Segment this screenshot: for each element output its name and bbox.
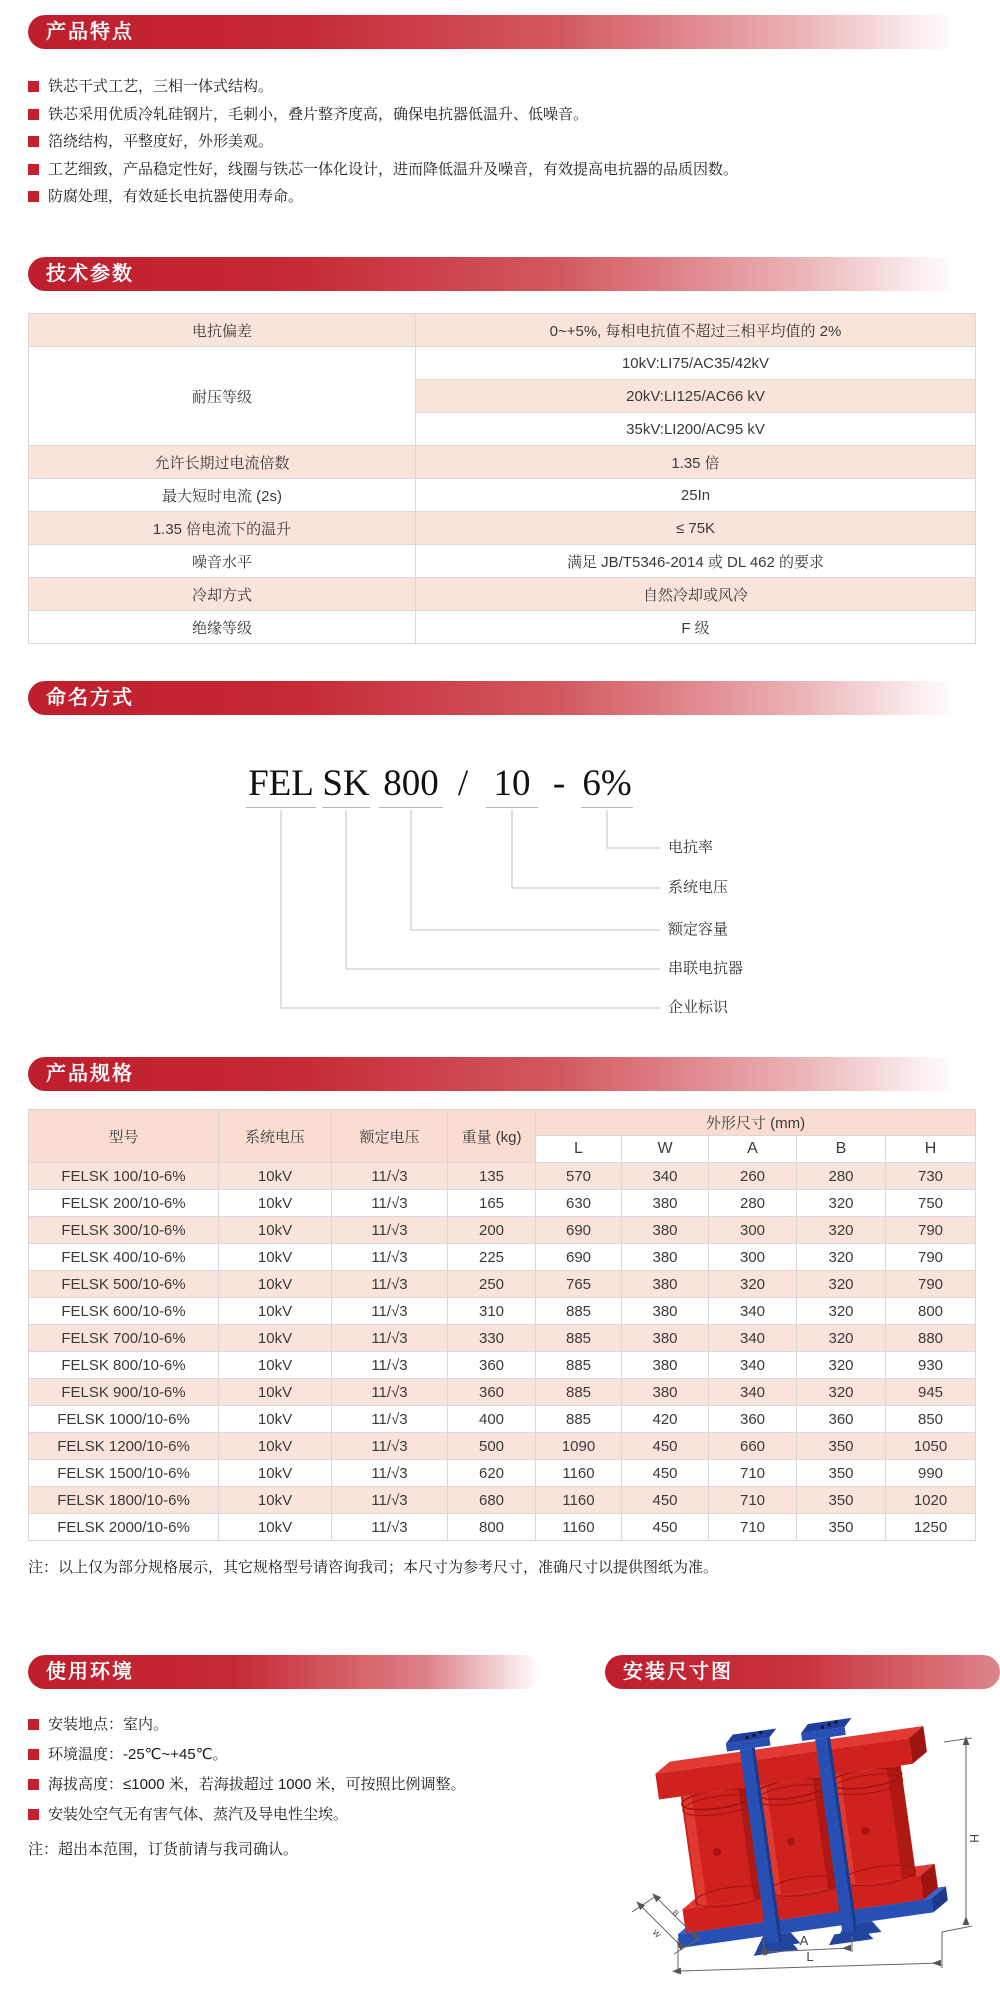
dim-label-a: A	[799, 1933, 809, 1948]
feature-text: 铁芯干式工艺，三相一体式结构。	[48, 78, 274, 95]
table-cell: 350	[797, 1514, 886, 1541]
code-part-system: 10	[486, 763, 538, 808]
table-cell: 360	[709, 1406, 797, 1433]
code-separator: /	[457, 763, 469, 804]
table-cell: 360	[797, 1406, 886, 1433]
section-title: 安装尺寸图	[623, 1661, 733, 1683]
naming-label-brand: 企业标识	[668, 999, 729, 1016]
table-cell: 800	[886, 1298, 976, 1325]
section-header-spec	[28, 1057, 995, 1091]
table-cell: FELSK 1500/10-6%	[29, 1460, 219, 1487]
table-cell: 380	[622, 1271, 709, 1298]
table-cell: FELSK 900/10-6%	[29, 1379, 219, 1406]
table-cell: 380	[622, 1379, 709, 1406]
table-cell: 450	[622, 1433, 709, 1460]
table-row	[29, 1298, 976, 1325]
section-header-installation	[605, 1655, 1000, 1689]
table-row	[29, 1433, 976, 1460]
table-cell: 790	[886, 1244, 976, 1271]
feature-text: 工艺细致，产品稳定性好，线圈与铁芯一体化设计，进而降低温升及噪音，有效提高电抗器的品质因数。	[48, 160, 739, 178]
table-row	[29, 1514, 976, 1541]
col-header-model: 型号	[29, 1110, 219, 1163]
table-cell: 200	[448, 1217, 536, 1244]
table-cell: 11/√3	[332, 1487, 448, 1514]
table-cell: 320	[709, 1271, 797, 1298]
table-cell: FELSK 700/10-6%	[29, 1325, 219, 1352]
table-cell: 11/√3	[332, 1514, 448, 1541]
table-cell: 360	[448, 1379, 536, 1406]
dim-label-w: W	[650, 1928, 663, 1940]
bullet-square-icon	[28, 1749, 39, 1760]
list-item	[28, 1776, 598, 1793]
table-cell: FELSK 600/10-6%	[29, 1298, 219, 1325]
table-cell: 10kV	[219, 1379, 332, 1406]
table-cell: 1160	[536, 1460, 622, 1487]
table-cell: 320	[797, 1244, 886, 1271]
col-header-B: B	[797, 1136, 886, 1163]
naming-label-series: 串联电抗器	[668, 960, 744, 977]
col-header-weight: 重量 (kg)	[448, 1110, 536, 1163]
table-cell: 790	[886, 1271, 976, 1298]
table-cell: 1250	[886, 1514, 976, 1541]
table-cell: 450	[622, 1460, 709, 1487]
table-cell: 710	[709, 1514, 797, 1541]
bullet-square-icon	[28, 164, 39, 175]
table-row	[29, 1217, 976, 1244]
table-cell: 340	[709, 1379, 797, 1406]
table-cell: 340	[622, 1163, 709, 1190]
table-cell: 690	[536, 1244, 622, 1271]
param-label: 噪音水平	[29, 545, 416, 578]
code-part-brand: FEL	[246, 763, 316, 808]
environment-text: 海拔高度：≤1000 米，若海拔超过 1000 米，可按照比例调整。	[48, 1776, 466, 1793]
table-cell: 11/√3	[332, 1433, 448, 1460]
table-cell: 225	[448, 1244, 536, 1271]
table-cell: 500	[448, 1433, 536, 1460]
spec-note: 注：以上仅为部分规格展示，其它规格型号请咨询我司；本尺寸为参考尺寸，准确尺寸以提供图纸为准。	[28, 1559, 719, 1576]
table-cell: 10kV	[219, 1460, 332, 1487]
list-item	[28, 106, 988, 123]
table-cell: 885	[536, 1352, 622, 1379]
param-label: 1.35 倍电流下的温升	[29, 512, 416, 545]
param-value: 25In	[416, 479, 976, 512]
table-cell: 570	[536, 1163, 622, 1190]
table-cell: 945	[886, 1379, 976, 1406]
param-value: 1.35 倍	[416, 446, 976, 479]
table-cell: 350	[797, 1433, 886, 1460]
table-cell: FELSK 1000/10-6%	[29, 1406, 219, 1433]
naming-label-system: 系统电压	[668, 879, 729, 896]
installation-diagram	[612, 1700, 992, 1988]
table-cell: 660	[709, 1433, 797, 1460]
table-cell: 450	[622, 1514, 709, 1541]
bullet-square-icon	[28, 191, 39, 202]
table-cell: FELSK 200/10-6%	[29, 1190, 219, 1217]
table-cell: 10kV	[219, 1487, 332, 1514]
table-cell: 885	[536, 1325, 622, 1352]
list-item	[28, 1716, 598, 1733]
col-header-L: L	[536, 1136, 622, 1163]
table-row	[29, 578, 976, 611]
param-value: 35kV:LI200/AC95 kV	[416, 413, 976, 446]
section-header-environment	[28, 1655, 540, 1689]
table-cell: 320	[797, 1190, 886, 1217]
feature-text: 铁芯采用优质冷轧硅钢片，毛刺小，叠片整齐度高，确保电抗器低温升、低噪音。	[48, 105, 589, 123]
list-item	[28, 161, 988, 178]
table-cell: 250	[448, 1271, 536, 1298]
table-cell: 11/√3	[332, 1379, 448, 1406]
table-cell: 165	[448, 1190, 536, 1217]
table-cell: 930	[886, 1352, 976, 1379]
table-cell: 11/√3	[332, 1163, 448, 1190]
bullet-square-icon	[28, 136, 39, 147]
table-cell: 330	[448, 1325, 536, 1352]
table-cell: 11/√3	[332, 1325, 448, 1352]
param-label: 电抗偏差	[29, 314, 416, 347]
table-cell: 300	[709, 1244, 797, 1271]
table-cell: 10kV	[219, 1217, 332, 1244]
table-cell: 11/√3	[332, 1460, 448, 1487]
table-cell: 10kV	[219, 1190, 332, 1217]
param-value: 0~+5%, 每相电抗值不超过三相平均值的 2%	[416, 314, 976, 347]
table-cell: 350	[797, 1460, 886, 1487]
param-value: 20kV:LI125/AC66 kV	[416, 380, 976, 413]
table-cell: 260	[709, 1163, 797, 1190]
table-row	[29, 479, 976, 512]
table-cell: 450	[622, 1487, 709, 1514]
table-cell: 1160	[536, 1514, 622, 1541]
col-header-A: A	[709, 1136, 797, 1163]
param-value: 自然冷却或风冷	[416, 578, 976, 611]
table-cell: 380	[622, 1325, 709, 1352]
naming-label-capacity: 额定容量	[668, 921, 729, 938]
section-title: 产品特点	[46, 21, 134, 43]
environment-text: 安装地点：室内。	[48, 1716, 169, 1733]
section-title: 使用环境	[46, 1661, 134, 1683]
table-cell: 380	[622, 1352, 709, 1379]
table-cell: 680	[448, 1487, 536, 1514]
table-row	[29, 446, 976, 479]
table-row	[29, 314, 976, 347]
table-cell: 880	[886, 1325, 976, 1352]
table-row	[29, 611, 976, 644]
table-cell: 380	[622, 1244, 709, 1271]
list-item	[28, 1746, 598, 1763]
code-part-capacity: 800	[379, 763, 443, 808]
col-header-rated: 额定电压	[332, 1110, 448, 1163]
list-item	[28, 133, 988, 150]
section-header-tech	[28, 257, 995, 291]
section-header-naming	[28, 681, 995, 715]
param-value: 满足 JB/T5346-2014 或 DL 462 的要求	[416, 545, 976, 578]
table-cell: 1090	[536, 1433, 622, 1460]
table-cell: 885	[536, 1379, 622, 1406]
col-header-dimensions: 外形尺寸 (mm)	[536, 1110, 976, 1136]
param-value: ≤ 75K	[416, 512, 976, 545]
table-row	[29, 1487, 976, 1514]
param-value: F 级	[416, 611, 976, 644]
table-cell: 630	[536, 1190, 622, 1217]
table-cell: 990	[886, 1460, 976, 1487]
table-cell: 885	[536, 1406, 622, 1433]
param-label: 耐压等级	[29, 347, 416, 446]
table-row	[29, 1163, 976, 1190]
table-cell: 11/√3	[332, 1190, 448, 1217]
table-row	[29, 347, 976, 380]
list-item	[28, 1806, 598, 1823]
table-cell: 400	[448, 1406, 536, 1433]
table-cell: 10kV	[219, 1406, 332, 1433]
table-cell: 10kV	[219, 1298, 332, 1325]
section-header-features	[28, 15, 995, 49]
table-cell: 300	[709, 1217, 797, 1244]
col-header-H: H	[886, 1136, 976, 1163]
features-list	[28, 78, 988, 216]
table-cell: 11/√3	[332, 1406, 448, 1433]
table-row	[29, 1352, 976, 1379]
table-cell: 885	[536, 1298, 622, 1325]
environment-list	[28, 1716, 598, 1836]
table-cell: 320	[797, 1217, 886, 1244]
table-cell: 10kV	[219, 1352, 332, 1379]
param-value: 10kV:LI75/AC35/42kV	[416, 347, 976, 380]
table-cell: 340	[709, 1352, 797, 1379]
table-cell: 310	[448, 1298, 536, 1325]
table-cell: 690	[536, 1217, 622, 1244]
table-row	[29, 545, 976, 578]
table-cell: 11/√3	[332, 1244, 448, 1271]
table-cell: 135	[448, 1163, 536, 1190]
table-cell: 10kV	[219, 1514, 332, 1541]
param-label: 允许长期过电流倍数	[29, 446, 416, 479]
table-row	[29, 1244, 976, 1271]
table-row	[29, 1271, 976, 1298]
table-cell: 320	[797, 1298, 886, 1325]
table-cell: 340	[709, 1298, 797, 1325]
table-row	[29, 1460, 976, 1487]
list-item	[28, 78, 988, 95]
table-cell: 360	[448, 1352, 536, 1379]
table-row	[29, 1379, 976, 1406]
table-cell: FELSK 100/10-6%	[29, 1163, 219, 1190]
spec-table	[28, 1109, 976, 1541]
dim-label-b: B	[670, 1908, 681, 1919]
table-cell: 320	[797, 1325, 886, 1352]
table-cell: 420	[622, 1406, 709, 1433]
table-cell: 11/√3	[332, 1352, 448, 1379]
table-row	[29, 1325, 976, 1352]
table-cell: 280	[797, 1163, 886, 1190]
table-cell: 380	[622, 1190, 709, 1217]
table-cell: FELSK 800/10-6%	[29, 1352, 219, 1379]
naming-connector-lines	[0, 808, 1000, 1018]
col-header-system: 系统电压	[219, 1110, 332, 1163]
table-cell: 790	[886, 1217, 976, 1244]
table-cell: FELSK 300/10-6%	[29, 1217, 219, 1244]
param-label: 冷却方式	[29, 578, 416, 611]
table-cell: 380	[622, 1298, 709, 1325]
table-cell: 10kV	[219, 1433, 332, 1460]
environment-text: 安装处空气无有害气体、蒸汽及导电性尘埃。	[48, 1806, 349, 1823]
dim-label-h: H	[967, 1834, 981, 1843]
table-cell: 710	[709, 1487, 797, 1514]
section-title: 命名方式	[46, 687, 134, 709]
code-separator: -	[552, 763, 566, 804]
table-cell: 340	[709, 1325, 797, 1352]
table-cell: 11/√3	[332, 1217, 448, 1244]
table-cell: 710	[709, 1460, 797, 1487]
table-cell: 11/√3	[332, 1271, 448, 1298]
feature-text: 防腐处理，有效延长电抗器使用寿命。	[48, 188, 304, 205]
section-title: 产品规格	[46, 1063, 134, 1085]
naming-label-rate: 电抗率	[668, 839, 714, 856]
table-cell: 800	[448, 1514, 536, 1541]
environment-note: 注：超出本范围，订货前请与我司确认。	[28, 1841, 299, 1858]
col-header-W: W	[622, 1136, 709, 1163]
table-cell: FELSK 500/10-6%	[29, 1271, 219, 1298]
table-cell: 765	[536, 1271, 622, 1298]
table-cell: 380	[622, 1217, 709, 1244]
table-cell: 750	[886, 1190, 976, 1217]
table-cell: 730	[886, 1163, 976, 1190]
table-cell: 10kV	[219, 1271, 332, 1298]
code-part-series: SK	[322, 763, 370, 808]
bullet-square-icon	[28, 1779, 39, 1790]
feature-text: 箔绕结构，平整度好，外形美观。	[48, 133, 274, 150]
table-row	[29, 512, 976, 545]
param-label: 最大短时电流 (2s)	[29, 479, 416, 512]
table-cell: FELSK 400/10-6%	[29, 1244, 219, 1271]
table-cell: 1160	[536, 1487, 622, 1514]
table-cell: 11/√3	[332, 1298, 448, 1325]
table-cell: FELSK 2000/10-6%	[29, 1514, 219, 1541]
table-cell: 280	[709, 1190, 797, 1217]
table-cell: 1050	[886, 1433, 976, 1460]
table-cell: 10kV	[219, 1244, 332, 1271]
tech-parameters-table	[28, 313, 976, 644]
table-cell: 350	[797, 1487, 886, 1514]
table-cell: 620	[448, 1460, 536, 1487]
table-cell: FELSK 1800/10-6%	[29, 1487, 219, 1514]
dim-label-l: L	[806, 1949, 814, 1964]
bullet-square-icon	[28, 109, 39, 120]
bullet-square-icon	[28, 1809, 39, 1820]
table-cell: 1020	[886, 1487, 976, 1514]
table-cell: 320	[797, 1379, 886, 1406]
list-item	[28, 188, 988, 205]
bullet-square-icon	[28, 1719, 39, 1730]
section-title: 技术参数	[46, 263, 134, 285]
environment-text: 环境温度：-25℃~+45℃。	[48, 1746, 228, 1763]
reactor-illustration	[651, 1708, 951, 1966]
table-row	[29, 1406, 976, 1433]
param-label: 绝缘等级	[29, 611, 416, 644]
bullet-square-icon	[28, 81, 39, 92]
table-cell: 10kV	[219, 1163, 332, 1190]
table-cell: 320	[797, 1271, 886, 1298]
table-row	[29, 1190, 976, 1217]
table-cell: 10kV	[219, 1325, 332, 1352]
code-part-rate: 6%	[581, 763, 633, 808]
table-cell: 320	[797, 1352, 886, 1379]
table-cell: FELSK 1200/10-6%	[29, 1433, 219, 1460]
table-cell: 850	[886, 1406, 976, 1433]
table-header-row	[29, 1110, 976, 1136]
